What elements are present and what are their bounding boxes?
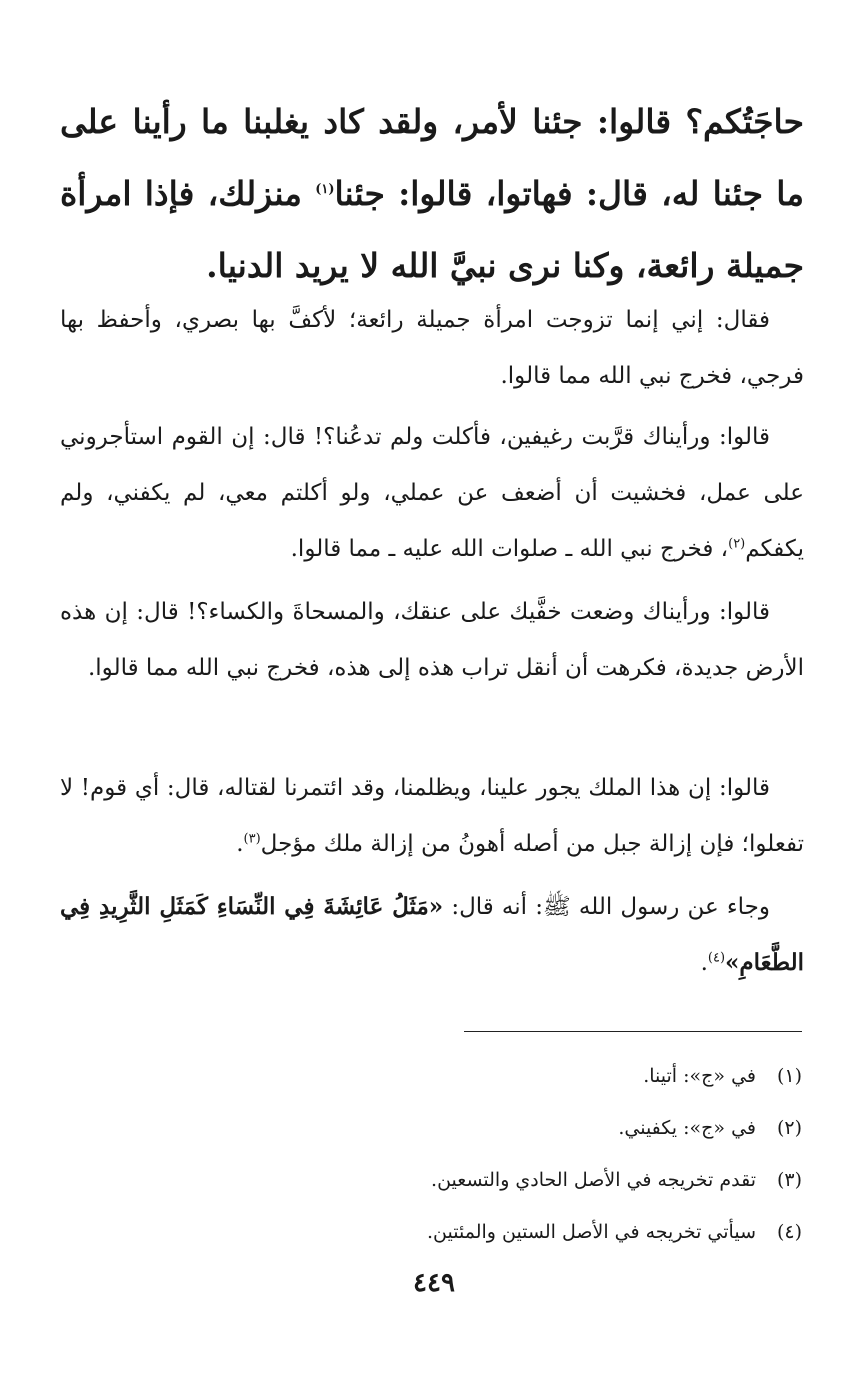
footnote-number: (٤) [776, 1221, 802, 1243]
footnote-number: (١) [776, 1065, 802, 1087]
paragraph-shoes-text: قالوا: ورأيناك وضعت خفَّيك على عنقك، والمسحاةَ والكساء؟! قال: إن هذه الأرض جديدة، فكرهت أن أنقل تراب هذه إلى هذه، فخرج نبي الله مما قالوا. [60, 599, 804, 681]
footnotes-list [202, 1050, 802, 1258]
footnote-item [202, 1206, 802, 1258]
paragraph-loaves-text-2: ، فخرج نبي الله ـ صلوات الله عليه ـ مما قالوا. [290, 536, 729, 562]
paragraph-king-text-1: قالوا: إن هذا الملك يجور علينا، ويظلمنا، وقد ائتمرنا لقتاله، قال: أي قوم! لا تفعلوا؛ فإن إزالة جبل من أصله أهونُ من إزالة ملك مؤجل [60, 775, 804, 857]
footnote-number: (٢) [776, 1117, 802, 1139]
footnote-ref-4[interactable]: (٤) [707, 950, 726, 966]
footnote-text: تقدم تخريجه في الأصل الحادي والتسعين. [431, 1169, 756, 1191]
opening-paragraph [60, 86, 804, 302]
paragraph-king [60, 760, 804, 872]
paragraph-hadith-end: . [700, 950, 708, 976]
footnote-number: (٣) [776, 1169, 802, 1191]
footnote-text: في «ج»: أتينا. [643, 1065, 756, 1087]
opening-text-2: منزلك، فإذا امرأة جميلة رائعة، وكنا نرى نبيَّ الله لا يريد الدنيا. [60, 174, 804, 285]
footnote-item [202, 1154, 802, 1206]
footnote-item [202, 1050, 802, 1102]
footnote-ref-2[interactable]: (٢) [728, 536, 746, 552]
paragraph-loaves-text-1: قالوا: ورأيناك قرَّبت رغيفين، فأكلت ولم تدعُنا؟! قال: إن القوم استأجروني على عمل، فخشيت أن أضعف عن عملي، ولو أكلتم معي، لم يكفني، ولم يكفكم [60, 424, 804, 562]
page-number: ٤٤٩ [413, 1268, 455, 1298]
hadith-quote: «مَثَلُ عَائِشَةَ فِي النِّسَاءِ كَمَثَلِ الثَّرِيدِ فِي الطَّعَامِ» [60, 893, 804, 976]
footnote-text: سيأتي تخريجه في الأصل الستين والمئتين. [427, 1221, 756, 1243]
paragraph-hadith-intro: وجاء عن رسول الله ﷺ: أنه قال: [443, 894, 770, 920]
paragraph-king-text-2: . [236, 831, 244, 857]
paragraph-hadith [60, 879, 804, 991]
paragraph-marriage [60, 292, 804, 404]
footnote-item [202, 1102, 802, 1154]
footnote-ref-1[interactable]: (١) [315, 182, 335, 197]
footnote-ref-3[interactable]: (٣) [243, 831, 261, 847]
footnote-divider [464, 1031, 802, 1032]
paragraph-marriage-text: فقال: إني إنما تزوجت امرأة جميلة رائعة؛ لأكفَّ بها بصري، وأحفظ بها فرجي، فخرج نبي الله مما قالوا. [60, 307, 804, 389]
footnote-text: في «ج»: يكفيني. [618, 1117, 756, 1139]
paragraph-loaves [60, 409, 804, 577]
opening-text-1: حاجَتُكم؟ قالوا: جئنا لأمر، ولقد كاد يغلبنا ما رأينا على ما جئنا له، قال: فهاتوا، قالوا: جئنا [60, 102, 804, 213]
paragraph-shoes [60, 584, 804, 696]
